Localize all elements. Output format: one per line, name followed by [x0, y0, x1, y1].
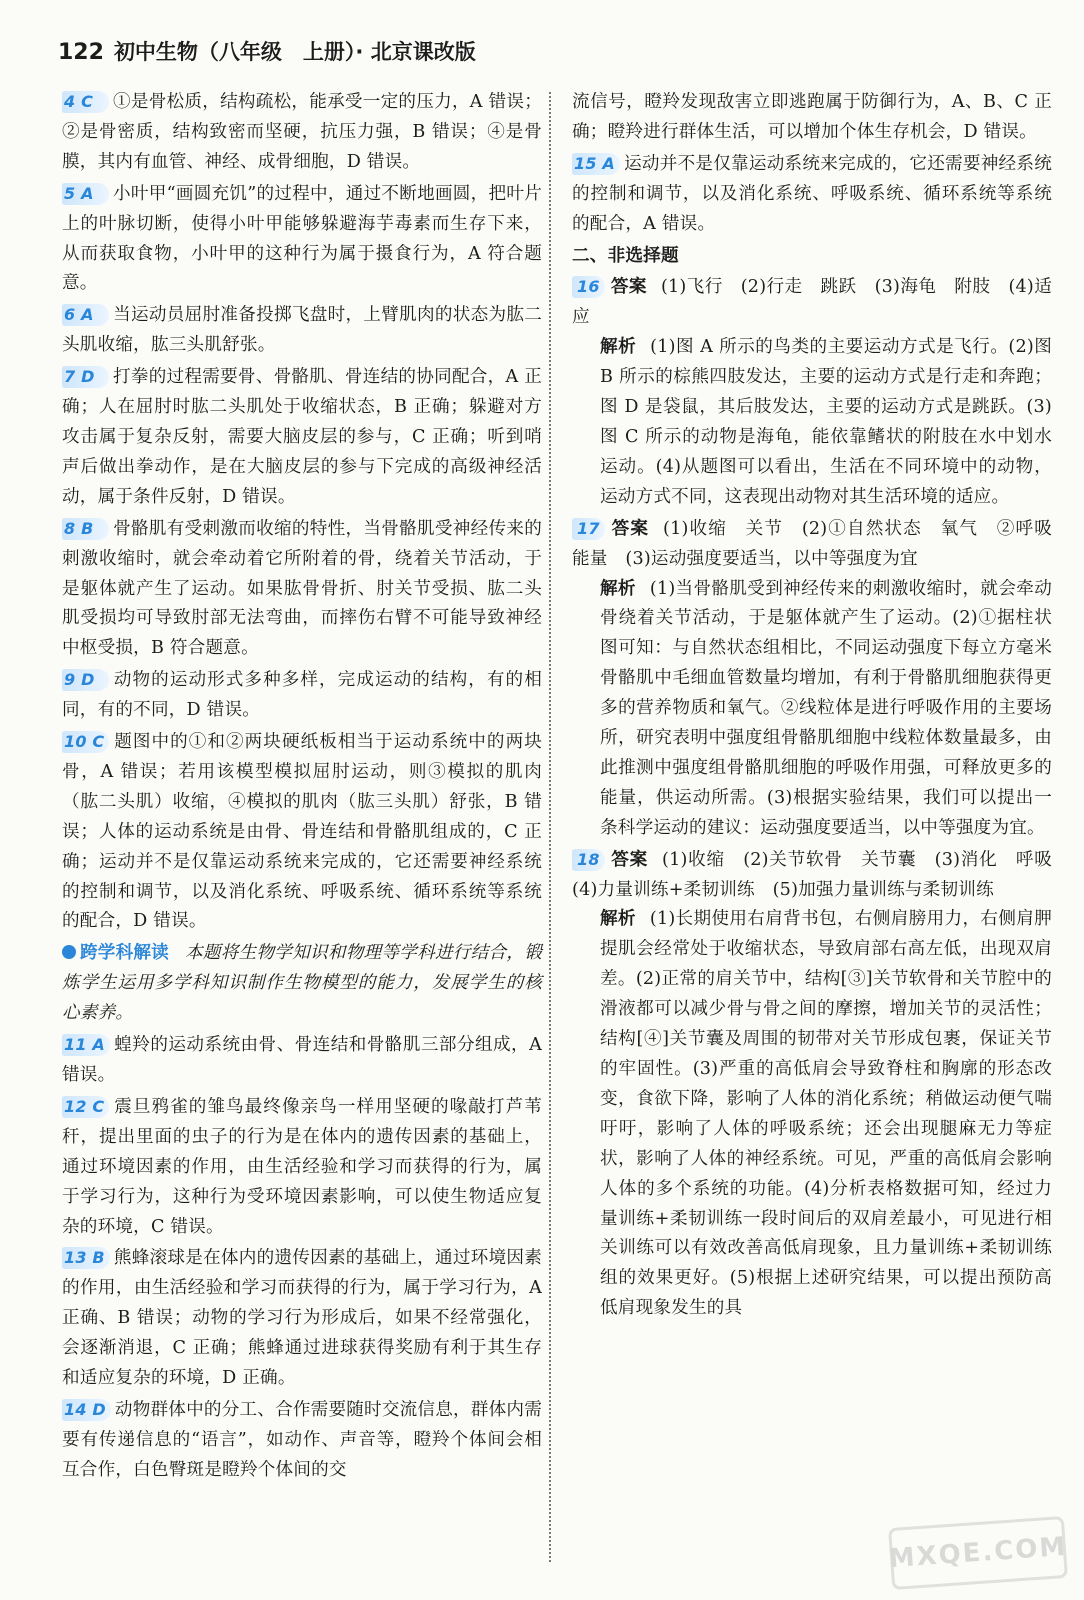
continued-text: 流信号，瞪羚发现敌害立即逃跑属于防御行为，A、B、C 正确；瞪羚进行群体生活，可以增加个体生存机会，D 错误。	[572, 92, 1052, 142]
analysis-label: 解析	[600, 337, 637, 358]
answer-label: 答案	[610, 277, 647, 298]
explanation-text: 当运动员屈肘准备投掷飞盘时，上臂肌肉的状态为肱二头肌收缩，肱三头肌舒张。	[62, 305, 542, 356]
question-number: 18	[572, 849, 605, 871]
question-block	[572, 273, 1052, 512]
explanation-text: 骨骼肌有受刺激而收缩的特性，当骨骼肌受神经传来的刺激收缩时，就会牵动着它所附着的骨，绕着关节活动，于是躯体就产生了运动。如果肱骨骨折、肘关节受损、肱二头肌受损均可导致肘部无法弯曲，而摔伤右臂不可能导致神经中枢受损，B 符合题意。	[62, 518, 542, 659]
answer-line	[572, 515, 1070, 575]
answer-item	[572, 150, 1052, 240]
analysis-line	[572, 905, 1052, 1324]
answer-item	[62, 666, 542, 726]
interdisciplinary-note	[62, 939, 542, 1029]
section-title: 二、非选择题	[572, 245, 679, 266]
answer-item	[62, 515, 542, 665]
answer-tag: 13 B	[62, 1247, 110, 1269]
answer-item	[62, 1244, 542, 1394]
answer-tag: 4 C	[62, 91, 109, 113]
right-column	[572, 88, 1070, 1326]
answer-tag: 10 C	[62, 731, 109, 753]
page-number: 122	[58, 40, 104, 65]
analysis-line	[572, 333, 1052, 512]
answer-item	[62, 363, 542, 513]
explanation-text: 熊蜂滚球是在体内的遗传因素的基础上，通过环境因素的作用，由生活经验和学习而获得的行为，属于学习行为，A 正确、B 错误；动物的学习行为形成后，如果不经常强化，会逐渐消退，C 正确；熊蜂通过进球获得奖励有利于其生存和适应复杂的环境，D 正确。	[62, 1248, 542, 1389]
answer-item	[62, 1093, 542, 1243]
explanation-text: 震旦鸦雀的雏鸟最终像亲鸟一样用坚硬的喙敲打芦苇秆，提出里面的虫子的行为是在体内的遗传因素的基础上，通过环境因素的作用，由生活经验和学习而获得的行为，属于学习行为，这种行为受环境因素影响，可以使生物适应复杂的环境，C 错误。	[62, 1096, 542, 1237]
answer-item	[62, 1031, 542, 1091]
left-column	[62, 88, 542, 1488]
note-label-text: 跨学科解读	[80, 943, 169, 964]
explanation-text: 蝗羚的运动系统由骨、骨连结和骨骼肌三部分组成，A 错误。	[62, 1035, 542, 1085]
answer-item	[62, 1396, 542, 1486]
analysis-text: (1)当骨骼肌受到神经传来的刺激收缩时，就会牵动骨绕着关节活动，于是躯体就产生了运动。(2)①据柱状图可知：与自然状态组相比，不同运动强度下每立方毫米骨骼肌中毛细血管数量均增加，有利于骨骼肌细胞获得更多的营养物质和氧气。②线粒体是进行呼吸作用的主要场所，研究表明中强度组骨骼肌细胞中线粒体数量最多，由此推测中强度组骨骼肌细胞的呼吸作用强，可释放更多的能量，供运动所需。(3)根据实验结果，我们可以提出一条科学运动的建议：运动强度要适当，以中等强度为宜。	[600, 578, 1052, 838]
answer-text: (1)飞行 (2)行走 跳跃 (3)海龟 附肢 (4)适应	[572, 277, 1052, 328]
explanation-text: 小叶甲“画圆充饥”的过程中，通过不断地画圆，把叶片上的叶脉切断，使得小叶甲能够躲避海芋毒素而生存下来，从而获取食物，小叶甲的这种行为属于摄食行为，A 符合题意。	[62, 183, 542, 294]
explanation-text: 打拳的过程需要骨、骨骼肌、骨连结的协同配合，A 正确；人在屈肘时肱二头肌处于收缩状态，B 正确；躲避对方攻击属于复杂反射，需要大脑皮层的参与，C 正确；听到哨声后做出拳动作，是在大脑皮层的参与下完成的高级神经活动，属于条件反射，D 错误。	[62, 367, 542, 507]
analysis-text: (1)长期使用右肩背书包，右侧肩膀用力，右侧肩胛提肌会经常处于收缩状态，导致肩部右高左低，出现双肩差。(2)正常的肩关节中，结构[③]关节软骨和关节腔中的滑液都可以减少骨与骨之间的摩擦，增加关节的灵活性；结构[④]关节囊及周围的韧带对关节形成包裹，保证关节的牢固性。(3)严重的高低肩会导致脊柱和胸廓的形态改变，食欲下降，影响了人体的消化系统；稍做运动便气喘吁吁，影响了人体的呼吸系统；还会出现腿麻无力等症状，影响了人体的神经系统。可见，严重的高低肩会影响人体的多个系统的功能。(4)分析表格数据可知，经过力量训练+柔韧训练一段时间后的双肩差最小，可见进行相关训练可以有效改善高低肩现象，且力量训练+柔韧训练组的效果更好。(5)根据上述研究结果，可以提出预防高低肩现象发生的具	[600, 909, 1052, 1319]
answer-item	[62, 728, 542, 937]
note-dot-icon	[62, 945, 76, 959]
column-divider	[549, 92, 551, 1562]
explanation-text: 动物群体中的分工、合作需要随时交流信息，群体内需要有传递信息的“语言”，如动作、声音等，瞪羚个体间会相互合作，白色臀斑是瞪羚个体间的交	[62, 1399, 542, 1480]
explanation-text: 题图中的①和②两块硬纸板相当于运动系统中的两块骨，A 错误；若用该模型模拟屈肘运动，则③模拟的肌肉（肱二头肌）收缩，④模拟的肌肉（肱三头肌）舒张，B 错误；人体的运动系统是由骨、骨连结和骨骼肌组成的，C 正确；运动并不是仅靠运动系统来完成的，它还需要神经系统的控制和调节，以及消化系统、呼吸系统、循环系统等系统的配合，D 错误。	[62, 732, 542, 932]
answer-text: (1)收缩 (2)关节软骨 关节囊 (3)消化 呼吸 (4)力量训练+柔韧训练 (5)加强力量训练与柔韧训练	[572, 849, 1070, 900]
note-text: 本题将生物学知识和物理等学科进行结合，锻炼学生运用多学科知识制作生物模型的能力，发展学生的核心素养。	[62, 943, 542, 1024]
answer-line	[572, 846, 1070, 906]
answer-tag: 12 C	[62, 1096, 109, 1118]
answer-tag: 8 B	[62, 518, 109, 540]
question-block	[572, 515, 1070, 844]
question-block	[572, 846, 1070, 1325]
answer-item	[62, 88, 542, 178]
explanation-text: 运动并不是仅靠运动系统来完成的，它还需要神经系统的控制和调节，以及消化系统、呼吸系统、循环系统等系统的配合，A 错误。	[572, 153, 1052, 234]
explanation-text: 动物的运动形式多种多样，完成运动的结构，有的相同，有的不同，D 错误。	[62, 670, 542, 721]
analysis-line	[572, 575, 1052, 844]
book-title: 初中生物（八年级 上册）· 北京课改版	[113, 40, 476, 64]
answer-tag: 11 A	[62, 1034, 110, 1056]
watermark-logo: MXQE.COM	[888, 1516, 1068, 1590]
analysis-text: (1)图 A 所示的鸟类的主要运动方式是飞行。(2)图 B 所示的棕熊四肢发达，主要的运动方式是行走和奔跑；图 D 是袋鼠，其后肢发达，主要的运动方式是跳跃。(3)图 C 所示的动物是海龟，能依靠鳍状的附肢在水中划水运动。(4)从题图可以看出，生活在不同环境中的动物，运动方式不同，这表现出动物对其生活环境的适应。	[600, 337, 1053, 507]
answer-tag: 7 D	[62, 366, 109, 388]
answer-line	[572, 273, 1052, 333]
answer-item	[62, 180, 542, 300]
answer-label: 答案	[610, 849, 648, 870]
answer-tag: 6 A	[62, 304, 109, 326]
answer-tag: 5 A	[62, 183, 109, 205]
analysis-label: 解析	[600, 578, 636, 599]
answer-text: (1)收缩 关节 (2)①自然状态 氧气 ②呼吸 能量 (3)运动强度要适当，以中等强度为宜	[572, 518, 1070, 569]
answer-tag: 15 A	[572, 153, 620, 175]
analysis-label: 解析	[600, 909, 636, 930]
answer-item	[62, 301, 542, 361]
question-number: 16	[572, 276, 605, 298]
answer-tag: 14 D	[62, 1399, 111, 1421]
explanation-text: ①是骨松质，结构疏松，能承受一定的压力，A 错误；②是骨密质，结构致密而坚硬，抗压力强，B 错误；④是骨膜，其内有血管、神经、成骨细胞，D 错误。	[62, 92, 542, 172]
question-number: 17	[572, 518, 605, 540]
answer-label: 答案	[610, 518, 650, 539]
answer-tag: 9 D	[62, 669, 109, 691]
note-label	[62, 939, 169, 969]
page-header	[58, 36, 476, 76]
